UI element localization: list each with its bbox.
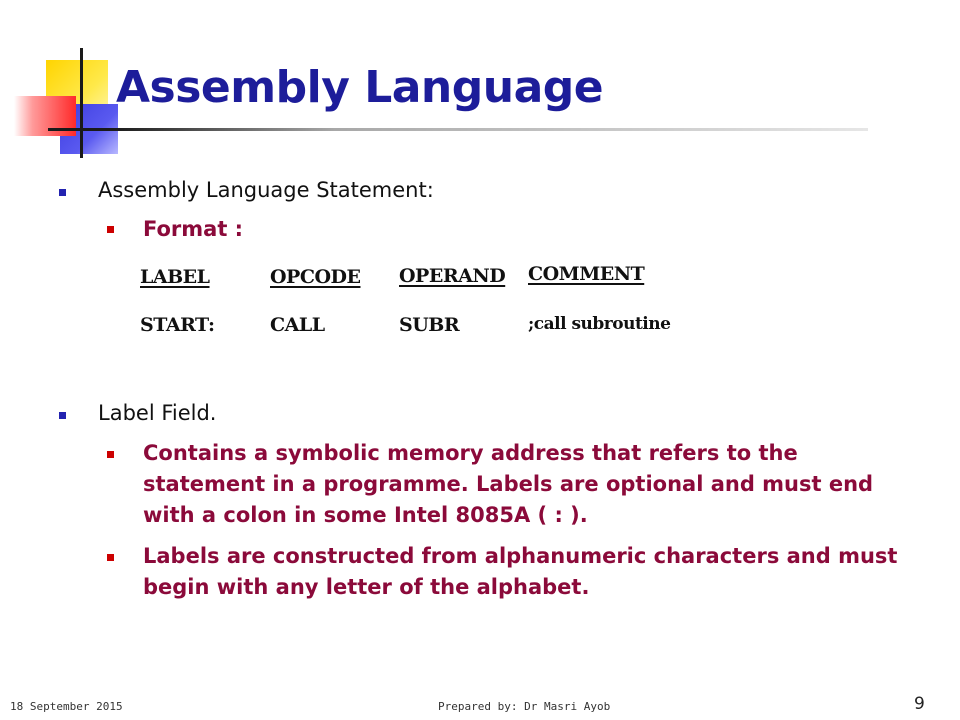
decorative-vertical-line <box>80 48 83 158</box>
bullet-icon <box>59 189 66 196</box>
format-header-label: LABEL <box>140 266 210 288</box>
format-header-comment: COMMENT <box>528 263 645 285</box>
format-header-opcode: OPCODE <box>270 266 361 288</box>
footer-date: 18 September 2015 <box>10 700 123 713</box>
footer-author: Prepared by: Dr Masri Ayob <box>438 700 611 713</box>
sub-bullet-icon <box>107 226 114 233</box>
bullet-statement: Assembly Language Statement: <box>98 178 434 202</box>
sub-bullet-label-definition: Contains a symbolic memory address that refers to the statement in a programme. Labels are optional and must end with a colon in some Intel 8085A ( : ). <box>143 441 874 527</box>
slide-title: Assembly Language <box>116 62 604 113</box>
sub-bullet-icon <box>107 451 114 458</box>
sub-bullet-icon <box>107 554 114 561</box>
format-example-comment: ;call subroutine <box>528 314 671 334</box>
format-example-operand: SUBR <box>399 314 460 336</box>
sub-bullet-format: Format : <box>143 217 244 241</box>
format-example-opcode: CALL <box>270 314 325 336</box>
bullet-label-field: Label Field. <box>98 401 217 425</box>
format-example-label: START: <box>140 314 215 336</box>
bullet-icon <box>59 412 66 419</box>
page-number: 9 <box>914 694 925 714</box>
format-header-operand: OPERAND <box>399 265 506 287</box>
sub-bullet-label-rules: Labels are constructed from alphanumeric characters and must begin with any letter of the alphabet. <box>143 544 898 599</box>
title-underline-rule <box>48 128 868 131</box>
